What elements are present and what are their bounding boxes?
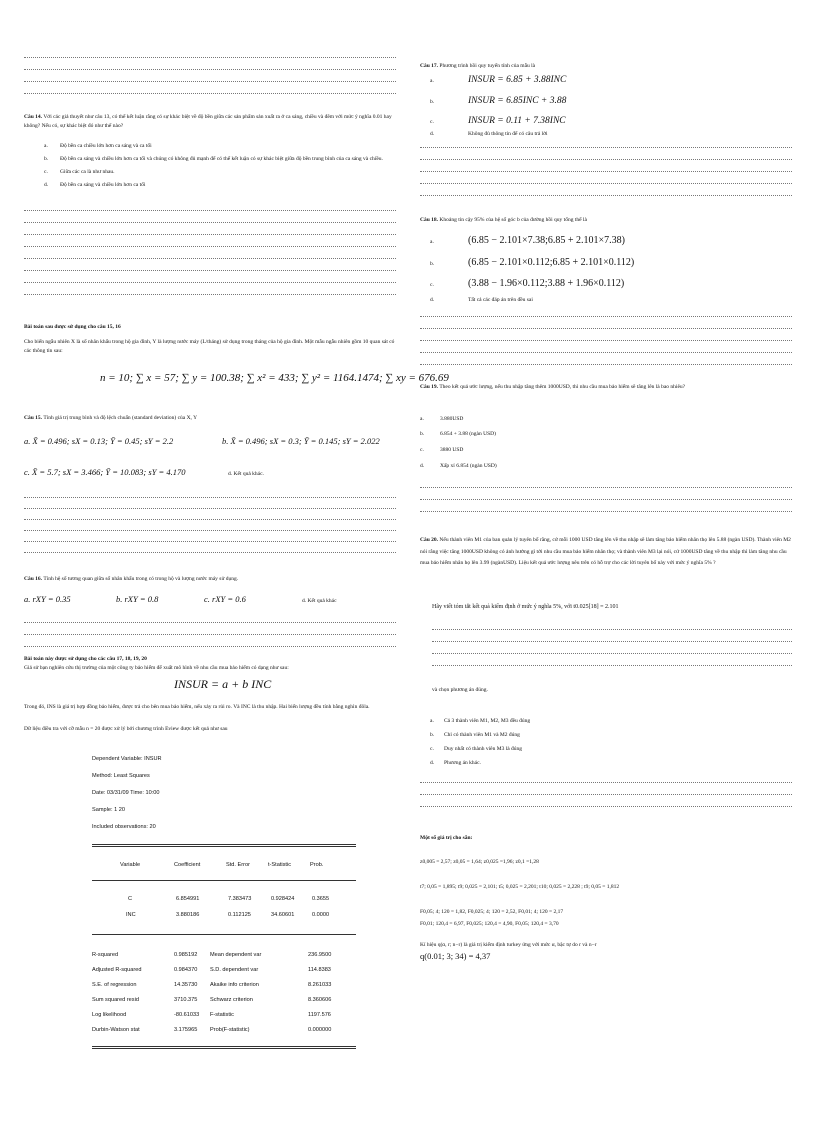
answer-line bbox=[24, 497, 396, 498]
q17-question bbox=[420, 62, 796, 71]
answer-line bbox=[420, 352, 792, 353]
q18-question bbox=[420, 216, 796, 225]
q20-question bbox=[420, 535, 796, 570]
answer-line bbox=[24, 294, 396, 295]
p1516-formula: n = 10; ∑ x = 57; ∑ y = 100.38; ∑ x² = 433; ∑ y² = 1164.1474; ∑ xy = 676.69 bbox=[100, 372, 449, 384]
table-rule bbox=[92, 846, 356, 847]
answer-line bbox=[24, 222, 396, 223]
answer-line bbox=[24, 282, 396, 283]
q15-option-b: b. X̄ = 0.496; sX = 0.3; Ȳ = 0.145; sY = 2.022 bbox=[222, 436, 380, 446]
q15-text: Tính giá trị trung bình và độ lệch chuẩn (standard deviation) của X, Y bbox=[43, 415, 198, 421]
coef-row-c-coef: 6.854991 bbox=[176, 896, 200, 902]
q17-title: Câu 17. bbox=[420, 63, 439, 69]
coef-row-c-variable: C bbox=[128, 896, 133, 902]
answer-line bbox=[24, 258, 396, 259]
eview-date: Date: 03/31/09 Time: 10:00 bbox=[92, 790, 160, 796]
answer-line bbox=[420, 511, 792, 512]
table-rule bbox=[92, 934, 356, 935]
answer-line bbox=[24, 541, 396, 542]
q18-option-c: c. (3.88 − 1.96×0.112;3.88 + 1.96×0.112) bbox=[430, 278, 625, 289]
q14-option-a: a. Độ bền ca chiều lớn hơn ca sáng và ca tối bbox=[44, 143, 152, 149]
answer-line bbox=[420, 159, 792, 160]
answer-line bbox=[420, 782, 792, 783]
eview-header-coefficient: Coefficient bbox=[174, 862, 201, 868]
stat-label: S.E. of regression bbox=[92, 982, 137, 988]
q17-option-d: d. Không đủ thông tin để có câu trả lời bbox=[430, 131, 548, 137]
q14-question bbox=[24, 113, 396, 130]
answer-line bbox=[24, 519, 396, 520]
q16-option-b: b. rXY = 0.8 bbox=[116, 594, 159, 604]
stat-label: Durbin-Watson stat bbox=[92, 1027, 140, 1033]
stat-value: 3.175965 bbox=[174, 1027, 198, 1033]
coef-row-inc-t: 34.60601 bbox=[271, 912, 295, 918]
values-title: Một số giá trị cho sẵn: bbox=[420, 835, 473, 841]
q14-title: Câu 14. bbox=[24, 114, 43, 120]
answer-line bbox=[432, 641, 792, 642]
q20-option-c: c. Duy nhất có thành viên M3 là đúng bbox=[430, 746, 523, 752]
stat-value: 114.8383 bbox=[308, 967, 331, 973]
q14-option-b: b. Độ bền ca sáng và chiều lớn hơn ca tối và chúng có không đủ mạnh để có thể kết luận có sự khác biệt giữa độ bền trung bình của ca sáng và chiều. bbox=[44, 156, 383, 162]
answer-line bbox=[420, 364, 792, 365]
stat-value: 1197.576 bbox=[308, 1012, 331, 1018]
table-rule bbox=[92, 1046, 356, 1047]
answer-line bbox=[432, 653, 792, 654]
eview-header-stderror: Std. Error bbox=[226, 862, 250, 868]
coef-row-inc-prob: 0.0000 bbox=[312, 912, 330, 918]
stat-label: Sum squared resid bbox=[92, 997, 139, 1003]
coef-row-c-prob: 0.3655 bbox=[312, 896, 330, 902]
answer-line bbox=[420, 806, 792, 807]
q20-title: Câu 20. bbox=[420, 537, 439, 543]
coef-row-inc-coef: 3.880186 bbox=[176, 912, 200, 918]
p1516-title: Bài toán sau được sử dụng cho câu 15, 16 bbox=[24, 324, 121, 330]
q18-option-b: b. (6.85 − 2.101×0.112;6.85 + 2.101×0.112) bbox=[430, 257, 635, 268]
answer-line bbox=[24, 93, 396, 94]
q20-option-b: b. Chỉ có thành viên M1 và M2 đúng bbox=[430, 732, 520, 738]
answer-line bbox=[24, 234, 396, 235]
q14-text: Với các giả thuyết như câu 13, có thể kết luận rằng có sự khác biệt về độ bền giữa các sản phẩm sản xuất ra ở ca sáng, chiều và đêm với mức ý nghĩa 0.01 hay không? Nếu có, sự khác biệt đó như thế nào? bbox=[24, 114, 392, 129]
q20-option-a: a. Cả 3 thành viên M1, M2, M3 đều đúng bbox=[430, 718, 531, 724]
q17-option-c: c. INSUR = 0.11 + 7.38INC bbox=[430, 116, 566, 126]
answer-line bbox=[420, 499, 792, 500]
answer-line bbox=[432, 629, 792, 630]
stat-value: 0.985192 bbox=[174, 952, 198, 958]
answer-line bbox=[24, 81, 396, 82]
answer-line bbox=[24, 508, 396, 509]
q14-option-d: d. Độ bền ca sáng và chiều lớn hơn ca tối bbox=[44, 182, 146, 188]
stat-label: Schwarz criterion bbox=[210, 997, 253, 1003]
q19-title: Câu 19. bbox=[420, 384, 439, 390]
coef-row-inc-se: 0.112125 bbox=[228, 912, 251, 918]
eview-header-variable: Variable bbox=[120, 862, 141, 868]
q20-prompt: Hãy viết tóm tắt kết quả kiểm định ở mức ý nghĩa 5%, với t0.025[18] = 2.101 bbox=[432, 604, 619, 610]
q15-option-d: d. Kết quả khác. bbox=[228, 471, 264, 477]
answer-line bbox=[420, 171, 792, 172]
eview-included: Included observations: 20 bbox=[92, 824, 156, 830]
p1720-text3: Dữ liệu điều tra với cỡ mẫu n = 20 được xử lý bởi chương trình Eview được kết quả như sau bbox=[24, 726, 228, 732]
p1720-text1: Giả sử bạn nghiên cứu thị trường của một công ty bảo hiểm để xuất mô hình về nhu cầu mua bảo hiểm có dạng như sau: bbox=[24, 665, 289, 671]
stat-label: Prob(F-statistic) bbox=[210, 1027, 250, 1033]
q15-option-c: c. X̄ = 5.7; sX = 3.466; Ȳ = 10.083; sY = 4.170 bbox=[24, 467, 186, 477]
q15-option-a: a. X̄ = 0.496; sX = 0.13; Ȳ = 0.45; sY = 2.2 bbox=[24, 436, 174, 446]
stat-label: R-squared bbox=[92, 952, 119, 958]
eview-header-prob: Prob. bbox=[310, 862, 324, 868]
q14-option-c: c. Giữa các ca là như nhau. bbox=[44, 169, 115, 175]
q15-question bbox=[24, 414, 396, 423]
q19-option-b: b. 6.854 + 3.88 (ngàn USD) bbox=[420, 431, 496, 437]
values-f2: F0,01; 120,4 = 6,97, F0,025; 120,4 = 4,90, F0,05; 120,4 = 3,70 bbox=[420, 921, 559, 927]
eview-method: Method: Least Squares bbox=[92, 773, 150, 779]
answer-line bbox=[24, 210, 396, 211]
answer-line bbox=[420, 316, 792, 317]
stat-value: 14.35730 bbox=[174, 982, 198, 988]
p1516-text: Cho biến ngẫu nhiên X là số nhân khẩu trong hộ gia đình, Y là lượng nước máy (L/tháng) sử dụng trong tháng của hộ gia đình. Một mẫu ngẫu nhiên gồm 10 quan sát có các thông tin sau: bbox=[24, 339, 395, 354]
p1720-title: Bài toán này được sử dụng cho các câu 17, 18, 19, 20 bbox=[24, 656, 147, 662]
coef-row-inc-variable: INC bbox=[126, 912, 136, 918]
q16-question bbox=[24, 575, 396, 584]
q16-option-c: c. rXY = 0.6 bbox=[204, 594, 246, 604]
answer-line bbox=[420, 340, 792, 341]
table-rule bbox=[92, 880, 356, 881]
values-t: t7; 0,05 = 1,895; t9; 0,025 = 2,101; t5; 0,025 = 2,201; t10; 0,025 = 2,228 ; t9; 0,05 = 1,812 bbox=[420, 884, 620, 890]
table-rule bbox=[92, 844, 356, 845]
values-tukey-note: Kí hiệu q(α, r; n−r) là giá trị kiểm định turkey ứng với mức α, bậc tự do r và n−r bbox=[420, 942, 597, 948]
q18-text: Khoảng tin cậy 95% của hệ số góc b của đường hồi quy tổng thể là bbox=[439, 217, 587, 223]
answer-line bbox=[420, 195, 792, 196]
values-tukey: q(0.01; 3; 34) = 4,37 bbox=[420, 951, 491, 961]
stat-value: 3710.375 bbox=[174, 997, 198, 1003]
p1720-model: INSUR = a + b INC bbox=[174, 677, 272, 691]
table-rule bbox=[92, 1048, 356, 1049]
answer-line bbox=[24, 270, 396, 271]
stat-value: 236.9500 bbox=[308, 952, 332, 958]
q17-text: Phương trình hồi quy tuyến tính của mẫu là bbox=[439, 63, 536, 69]
q18-title: Câu 18. bbox=[420, 217, 439, 223]
eview-sample: Sample: 1 20 bbox=[92, 807, 125, 813]
stat-label: Adjusted R-squared bbox=[92, 967, 142, 973]
answer-line bbox=[24, 646, 396, 647]
stat-value: 8.261033 bbox=[308, 982, 332, 988]
q20-option-d: d. Phương án khác. bbox=[430, 760, 481, 766]
coef-row-c-se: 7.383473 bbox=[228, 896, 252, 902]
q16-option-d: d. Kết quả khác bbox=[302, 598, 337, 604]
answer-line bbox=[420, 487, 792, 488]
stat-label: S.D. dependent var bbox=[210, 967, 259, 973]
q16-text: Tính hệ số tương quan giữa số nhân khẩu trong có trong hộ và lượng nước máy sử dụng. bbox=[43, 576, 239, 582]
answer-line bbox=[420, 794, 792, 795]
stat-label: F-statistic bbox=[210, 1012, 234, 1018]
stat-value: 0.000000 bbox=[308, 1027, 332, 1033]
answer-line bbox=[432, 665, 792, 666]
stat-value: -80.61033 bbox=[174, 1012, 200, 1018]
answer-line bbox=[24, 634, 396, 635]
answer-line bbox=[420, 147, 792, 148]
q17-option-b: b. INSUR = 6.85INC + 3.88 bbox=[430, 96, 567, 106]
stat-label: Log likelihood bbox=[92, 1012, 127, 1018]
q20-text: Nếu thành viên M1 của ban quản lý tuyên bố rằng, cứ mỗi 1000 USD tăng lên về thu nhập sẽ làm tăng bảo hiểm nhân thọ lên 5.88 (ngàn USD). Thành viên M2 nói rằng việc tăng 1000USD không có ảnh hưởng gì tới nhu cầu mua bảo hiểm nhân thọ; và thành viên M3 lại nói, cứ 1000USD tăng về thu nhập thì làm tăng nhu cầu mua bảo hiểm nhân họ lên 3.99 (ngànUSD). Liệu kết quả ước lượng nêu trên có hỗ trợ cho các lời tuyên bố này với mức ý nghĩa 5% ? bbox=[420, 537, 791, 566]
values-z: z0,005 = 2,57; z0,05 = 1,64; z0,025 =1,96; z0,1 =1,28 bbox=[420, 859, 539, 865]
answer-line bbox=[24, 552, 396, 553]
answer-line bbox=[24, 69, 396, 70]
stat-label: Mean dependent var bbox=[210, 952, 262, 958]
values-f1: F0,05; 4; 120 = 1,82, F0,025; 4; 120 = 2,52, F0,01; 4; 120 = 2,17 bbox=[420, 909, 564, 915]
q20-choose: và chọn phương án đúng. bbox=[432, 687, 488, 693]
q16-option-a: a. rXY = 0.35 bbox=[24, 594, 71, 604]
eview-header-tstat: t-Statistic bbox=[268, 862, 292, 868]
answer-line bbox=[24, 57, 396, 58]
answer-line bbox=[24, 622, 396, 623]
stat-value: 8.360606 bbox=[308, 997, 332, 1003]
q18-option-a: a. (6.85 − 2.101×7.38;6.85 + 2.101×7.38) bbox=[430, 235, 625, 246]
q18-option-d: d. Tất cả các đáp án trên đều sai bbox=[430, 297, 533, 303]
q19-text: Theo kết quả ước lượng, nếu thu nhập tăng thêm 1000USD, thì nhu cầu mua bảo hiểm sẽ tăng lên là bao nhiêu? bbox=[439, 384, 686, 390]
q19-question bbox=[420, 383, 796, 392]
q19-option-a: a. 3.880USD bbox=[420, 416, 464, 422]
eview-dependent: Dependent Variable: INSUR bbox=[92, 756, 162, 762]
coef-row-c-t: 0.928424 bbox=[271, 896, 295, 902]
q19-option-c: c. 3880 USD bbox=[420, 447, 464, 453]
answer-line bbox=[420, 328, 792, 329]
q16-title: Câu 16. bbox=[24, 576, 43, 582]
answer-line bbox=[24, 246, 396, 247]
p1720-text2: Trong đó, INS là giá trị hợp đồng bảo hiểm, được trả cho bên mua bảo hiểm, nếu xảy ra rủi ro. Và INC là thu nhập. Hai biến lượng đều tính bằng nghìn đôla. bbox=[24, 704, 370, 710]
q15-title: Câu 15. bbox=[24, 415, 43, 421]
answer-line bbox=[420, 183, 792, 184]
q19-option-d: d. Xấp xỉ 6.854 (ngàn USD) bbox=[420, 463, 497, 469]
stat-label: Akaike info criterion bbox=[210, 982, 259, 988]
q17-option-a: a. INSUR = 6.85 + 3.88INC bbox=[430, 75, 567, 85]
answer-line bbox=[24, 530, 396, 531]
stat-value: 0.984370 bbox=[174, 967, 198, 973]
